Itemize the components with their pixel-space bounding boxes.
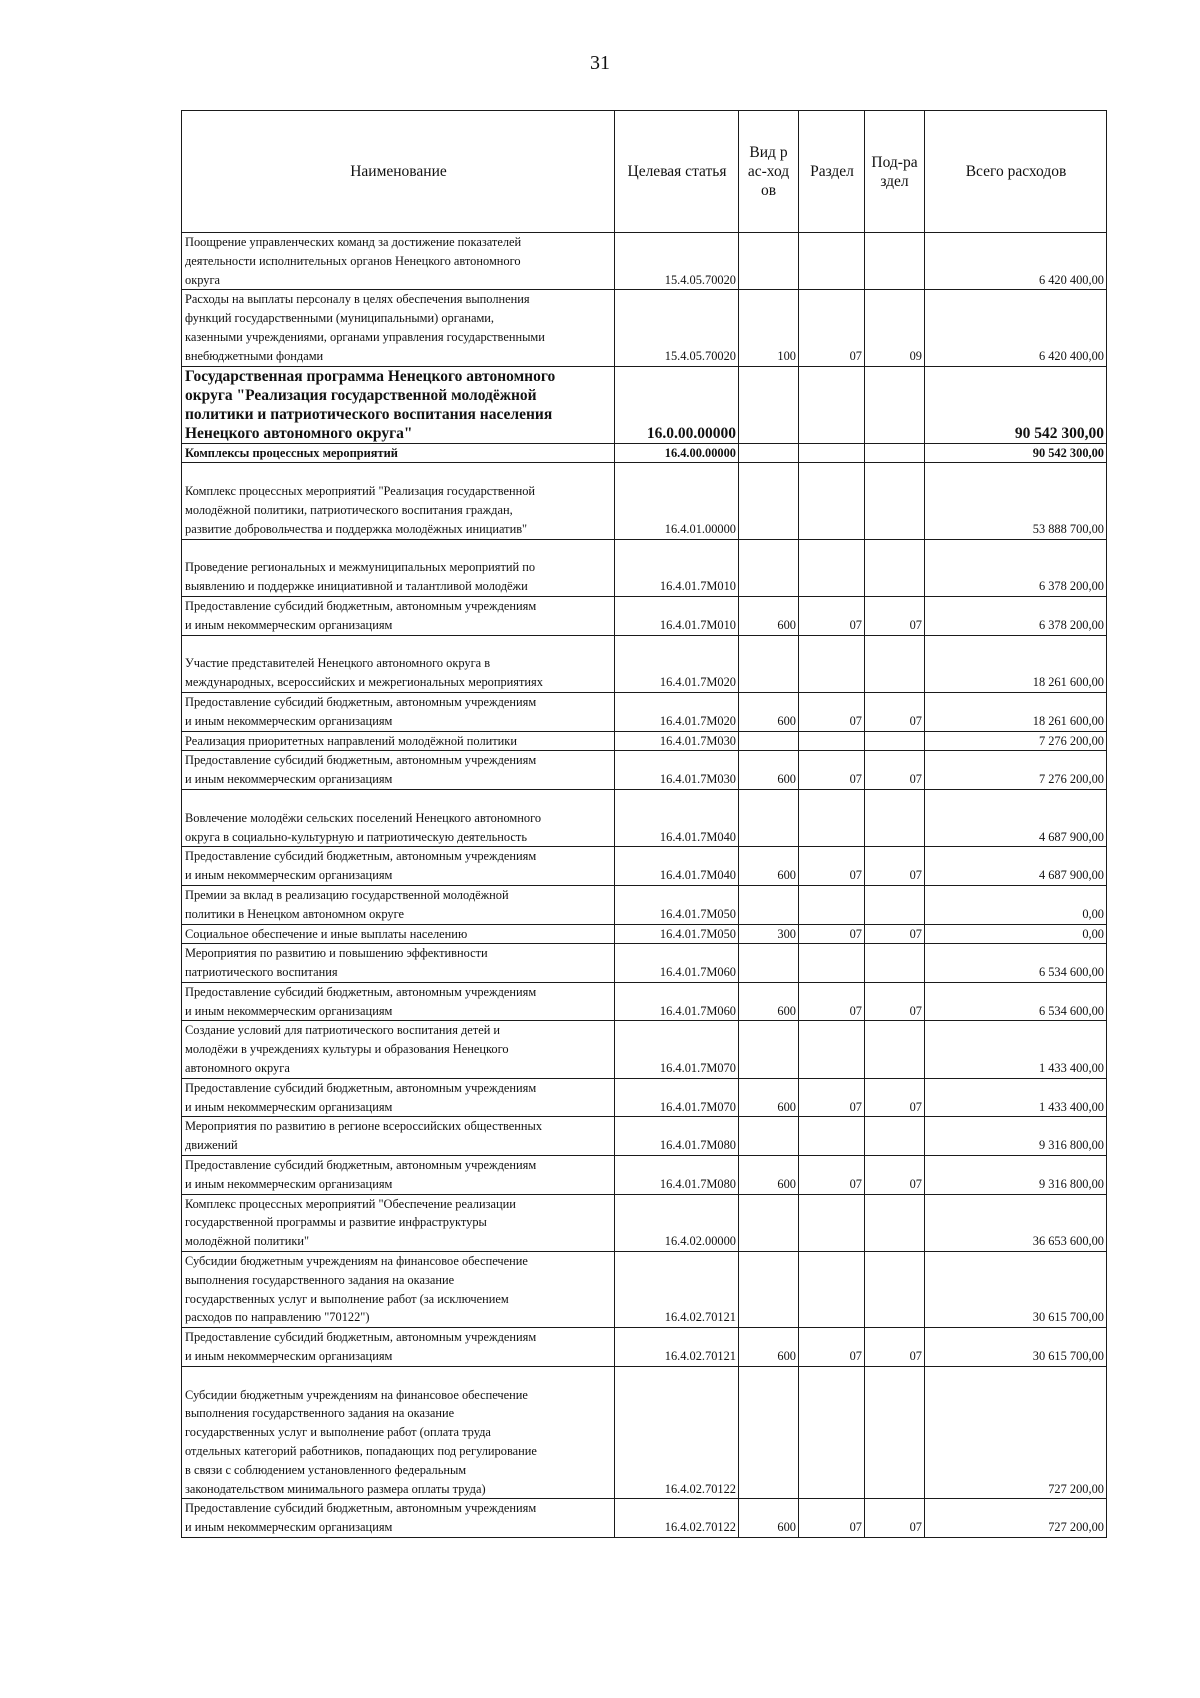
row-section	[799, 1252, 865, 1328]
table-row	[182, 1366, 1107, 1499]
table-body	[182, 233, 1107, 1538]
row-total: 36 653 600,00	[925, 1194, 1107, 1251]
row-section	[799, 463, 865, 539]
row-section: 07	[799, 1328, 865, 1367]
row-expense-type: 600	[739, 692, 799, 731]
row-section	[799, 1366, 865, 1499]
table-row	[182, 982, 1107, 1021]
row-subsection	[865, 1021, 925, 1078]
table-row	[182, 443, 1107, 463]
row-subsection	[865, 463, 925, 539]
row-target-code: 16.4.01.7М050	[615, 885, 739, 924]
row-total: 30 615 700,00	[925, 1328, 1107, 1367]
row-name: Предоставление субсидий бюджетным, автономным учреждениям и иным некоммерческим организациям	[182, 1078, 615, 1117]
table-header-row	[182, 111, 1107, 233]
row-subsection: 07	[865, 982, 925, 1021]
row-name: Реализация приоритетных направлений молодёжной политики	[182, 731, 615, 751]
row-name: Предоставление субсидий бюджетным, автономным учреждениям и иным некоммерческим организациям	[182, 1156, 615, 1195]
row-section: 07	[799, 596, 865, 635]
row-subsection	[865, 885, 925, 924]
row-total: 18 261 600,00	[925, 692, 1107, 731]
row-section	[799, 1021, 865, 1078]
table-row	[182, 924, 1107, 944]
row-subsection	[865, 731, 925, 751]
row-target-code: 16.4.01.7М070	[615, 1078, 739, 1117]
row-name: Предоставление субсидий бюджетным, автономным учреждениям и иным некоммерческим организациям	[182, 847, 615, 886]
table-row	[182, 885, 1107, 924]
row-subsection	[865, 366, 925, 443]
row-name: Субсидии бюджетным учреждениям на финансовое обеспечение выполнения государственного задания на оказание государственных услуг и выполнение работ (за исключением расходов по направлению "70122")	[182, 1252, 615, 1328]
table-row	[182, 233, 1107, 290]
row-total: 727 200,00	[925, 1499, 1107, 1538]
row-expense-type	[739, 233, 799, 290]
row-target-code: 16.4.01.7М020	[615, 635, 739, 692]
row-section	[799, 366, 865, 443]
row-total: 7 276 200,00	[925, 731, 1107, 751]
row-subsection	[865, 789, 925, 846]
row-total: 1 433 400,00	[925, 1078, 1107, 1117]
table-row	[182, 731, 1107, 751]
table-row	[182, 596, 1107, 635]
row-total: 90 542 300,00	[925, 366, 1107, 443]
row-section	[799, 1117, 865, 1156]
row-subsection: 07	[865, 692, 925, 731]
row-expense-type	[739, 1252, 799, 1328]
row-section: 07	[799, 982, 865, 1021]
table-row	[182, 1252, 1107, 1328]
row-total: 1 433 400,00	[925, 1021, 1107, 1078]
table-row	[182, 751, 1107, 790]
row-expense-type: 600	[739, 1078, 799, 1117]
table-row	[182, 539, 1107, 596]
header-name: Наименование	[182, 111, 615, 233]
row-section	[799, 443, 865, 463]
row-expense-type	[739, 1117, 799, 1156]
row-target-code: 16.4.00.00000	[615, 443, 739, 463]
row-name: Предоставление субсидий бюджетным, автономным учреждениям и иным некоммерческим организациям	[182, 982, 615, 1021]
row-expense-type	[739, 885, 799, 924]
row-section: 07	[799, 1156, 865, 1195]
row-expense-type	[739, 944, 799, 983]
row-name: Комплексы процессных мероприятий	[182, 443, 615, 463]
row-expense-type: 600	[739, 847, 799, 886]
row-name: Предоставление субсидий бюджетным, автономным учреждениям и иным некоммерческим организациям	[182, 1328, 615, 1367]
row-name: Предоставление субсидий бюджетным, автономным учреждениям и иным некоммерческим организациям	[182, 1499, 615, 1538]
row-target-code: 16.4.02.70121	[615, 1252, 739, 1328]
row-subsection	[865, 443, 925, 463]
row-expense-type	[739, 789, 799, 846]
row-total: 6 378 200,00	[925, 539, 1107, 596]
row-expense-type	[739, 731, 799, 751]
row-name: Предоставление субсидий бюджетным, автономным учреждениям и иным некоммерческим организациям	[182, 596, 615, 635]
row-target-code: 16.4.02.00000	[615, 1194, 739, 1251]
row-expense-type: 100	[739, 290, 799, 366]
row-name: Комплекс процессных мероприятий "Обеспечение реализации государственной программы и развитие инфраструктуры молодёжной политики"	[182, 1194, 615, 1251]
row-target-code: 16.4.02.70122	[615, 1499, 739, 1538]
table-row	[182, 1328, 1107, 1367]
row-expense-type	[739, 635, 799, 692]
table-row	[182, 789, 1107, 846]
row-section	[799, 731, 865, 751]
table-row	[182, 1117, 1107, 1156]
row-target-code: 16.4.01.7М030	[615, 751, 739, 790]
row-subsection	[865, 635, 925, 692]
row-name: Субсидии бюджетным учреждениям на финансовое обеспечение выполнения государственного задания на оказание государственных услуг и выполнение работ (оплата труда отдельных категорий работников, попадающих под регулирование в связи с соблюдением установленного федеральным законодательством минимального размера оплаты труда)	[182, 1366, 615, 1499]
table-row	[182, 1194, 1107, 1251]
row-subsection: 07	[865, 1156, 925, 1195]
row-subsection: 07	[865, 751, 925, 790]
row-name: Комплекс процессных мероприятий "Реализация государственной молодёжной политики, патриотического воспитания граждан, развитие добровольчества и поддержка молодёжных инициатив"	[182, 463, 615, 539]
row-subsection: 07	[865, 924, 925, 944]
row-section: 07	[799, 290, 865, 366]
row-subsection	[865, 1366, 925, 1499]
row-section: 07	[799, 1499, 865, 1538]
row-subsection: 07	[865, 1328, 925, 1367]
row-target-code: 16.4.01.7М080	[615, 1156, 739, 1195]
row-total: 0,00	[925, 885, 1107, 924]
row-expense-type	[739, 443, 799, 463]
row-name: Участие представителей Ненецкого автономного округа в международных, всероссийских и межрегиональных мероприятиях	[182, 635, 615, 692]
row-total: 4 687 900,00	[925, 847, 1107, 886]
row-subsection: 07	[865, 847, 925, 886]
row-target-code: 16.4.02.70122	[615, 1366, 739, 1499]
row-name: Мероприятия по развитию в регионе всероссийских общественных движений	[182, 1117, 615, 1156]
table-row	[182, 1021, 1107, 1078]
row-total: 7 276 200,00	[925, 751, 1107, 790]
row-section	[799, 233, 865, 290]
row-target-code: 16.4.01.7М030	[615, 731, 739, 751]
row-total: 6 378 200,00	[925, 596, 1107, 635]
row-total: 30 615 700,00	[925, 1252, 1107, 1328]
header-type: Вид рас-ходов	[739, 111, 799, 233]
table-row	[182, 1078, 1107, 1117]
row-name: Вовлечение молодёжи сельских поселений Ненецкого автономного округа в социально-культурную и патриотическую деятельность	[182, 789, 615, 846]
header-target: Целевая статья	[615, 111, 739, 233]
row-section: 07	[799, 692, 865, 731]
row-expense-type	[739, 1021, 799, 1078]
row-expense-type	[739, 539, 799, 596]
row-target-code: 15.4.05.70020	[615, 233, 739, 290]
table-row	[182, 847, 1107, 886]
row-target-code: 16.0.00.00000	[615, 366, 739, 443]
row-expense-type	[739, 1194, 799, 1251]
row-total: 53 888 700,00	[925, 463, 1107, 539]
row-name: Проведение региональных и межмуниципальных мероприятий по выявлению и поддержке инициативной и талантливой молодёжи	[182, 539, 615, 596]
row-section: 07	[799, 847, 865, 886]
row-section: 07	[799, 1078, 865, 1117]
row-target-code: 16.4.01.7М020	[615, 692, 739, 731]
row-section	[799, 789, 865, 846]
row-name: Предоставление субсидий бюджетным, автономным учреждениям и иным некоммерческим организациям	[182, 692, 615, 731]
row-subsection: 07	[865, 1078, 925, 1117]
row-section	[799, 885, 865, 924]
row-expense-type: 600	[739, 982, 799, 1021]
row-subsection: 07	[865, 596, 925, 635]
row-target-code: 16.4.01.00000	[615, 463, 739, 539]
row-target-code: 16.4.01.7М040	[615, 789, 739, 846]
row-subsection	[865, 1117, 925, 1156]
row-name: Государственная программа Ненецкого автономного округа "Реализация государственной молодёжной политики и патриотического воспитания населения Ненецкого автономного округа"	[182, 366, 615, 443]
row-expense-type: 300	[739, 924, 799, 944]
row-total: 6 534 600,00	[925, 944, 1107, 983]
row-subsection	[865, 233, 925, 290]
row-name: Предоставление субсидий бюджетным, автономным учреждениям и иным некоммерческим организациям	[182, 751, 615, 790]
row-name: Поощрение управленческих команд за достижение показателей деятельности исполнительных органов Ненецкого автономного округа	[182, 233, 615, 290]
row-target-code: 16.4.01.7М060	[615, 944, 739, 983]
row-subsection	[865, 944, 925, 983]
row-section: 07	[799, 924, 865, 944]
row-total: 4 687 900,00	[925, 789, 1107, 846]
row-target-code: 16.4.01.7М060	[615, 982, 739, 1021]
row-name: Социальное обеспечение и иные выплаты населению	[182, 924, 615, 944]
header-total: Всего расходов	[925, 111, 1107, 233]
row-section: 07	[799, 751, 865, 790]
row-subsection	[865, 1252, 925, 1328]
page-number: 31	[590, 52, 610, 74]
row-target-code: 16.4.01.7М010	[615, 539, 739, 596]
row-section	[799, 944, 865, 983]
row-total: 18 261 600,00	[925, 635, 1107, 692]
row-target-code: 16.4.01.7М040	[615, 847, 739, 886]
row-total: 0,00	[925, 924, 1107, 944]
row-section	[799, 539, 865, 596]
row-name: Премии за вклад в реализацию государственной молодёжной политики в Ненецком автономном округе	[182, 885, 615, 924]
budget-table	[181, 110, 1107, 1538]
row-expense-type: 600	[739, 1156, 799, 1195]
row-name: Создание условий для патриотического воспитания детей и молодёжи в учреждениях культуры и образования Ненецкого автономного округа	[182, 1021, 615, 1078]
row-target-code: 16.4.02.70121	[615, 1328, 739, 1367]
row-expense-type: 600	[739, 1328, 799, 1367]
row-total: 6 534 600,00	[925, 982, 1107, 1021]
row-total: 9 316 800,00	[925, 1156, 1107, 1195]
row-target-code: 15.4.05.70020	[615, 290, 739, 366]
table-row	[182, 1499, 1107, 1538]
row-subsection	[865, 1194, 925, 1251]
table-row	[182, 290, 1107, 366]
row-target-code: 16.4.01.7М010	[615, 596, 739, 635]
table-row	[182, 1156, 1107, 1195]
row-subsection	[865, 539, 925, 596]
row-subsection: 09	[865, 290, 925, 366]
row-total: 90 542 300,00	[925, 443, 1107, 463]
row-expense-type	[739, 463, 799, 539]
row-subsection: 07	[865, 1499, 925, 1538]
row-target-code: 16.4.01.7М080	[615, 1117, 739, 1156]
row-expense-type: 600	[739, 1499, 799, 1538]
row-expense-type	[739, 366, 799, 443]
table-row	[182, 635, 1107, 692]
row-total: 727 200,00	[925, 1366, 1107, 1499]
row-name: Мероприятия по развитию и повышению эффективности патриотического воспитания	[182, 944, 615, 983]
table-row	[182, 944, 1107, 983]
row-name: Расходы на выплаты персоналу в целях обеспечения выполнения функций государственными (муниципальными) органами, казенными учреждениями, органами управления государственными внебюджетными фондами	[182, 290, 615, 366]
row-total: 6 420 400,00	[925, 233, 1107, 290]
header-section: Раздел	[799, 111, 865, 233]
row-section	[799, 1194, 865, 1251]
row-total: 9 316 800,00	[925, 1117, 1107, 1156]
header-subsection: Под-раздел	[865, 111, 925, 233]
row-expense-type	[739, 1366, 799, 1499]
row-expense-type: 600	[739, 596, 799, 635]
table-row	[182, 366, 1107, 443]
row-expense-type: 600	[739, 751, 799, 790]
row-total: 6 420 400,00	[925, 290, 1107, 366]
row-target-code: 16.4.01.7М050	[615, 924, 739, 944]
row-section	[799, 635, 865, 692]
row-target-code: 16.4.01.7М070	[615, 1021, 739, 1078]
table-row	[182, 463, 1107, 539]
table-row	[182, 692, 1107, 731]
